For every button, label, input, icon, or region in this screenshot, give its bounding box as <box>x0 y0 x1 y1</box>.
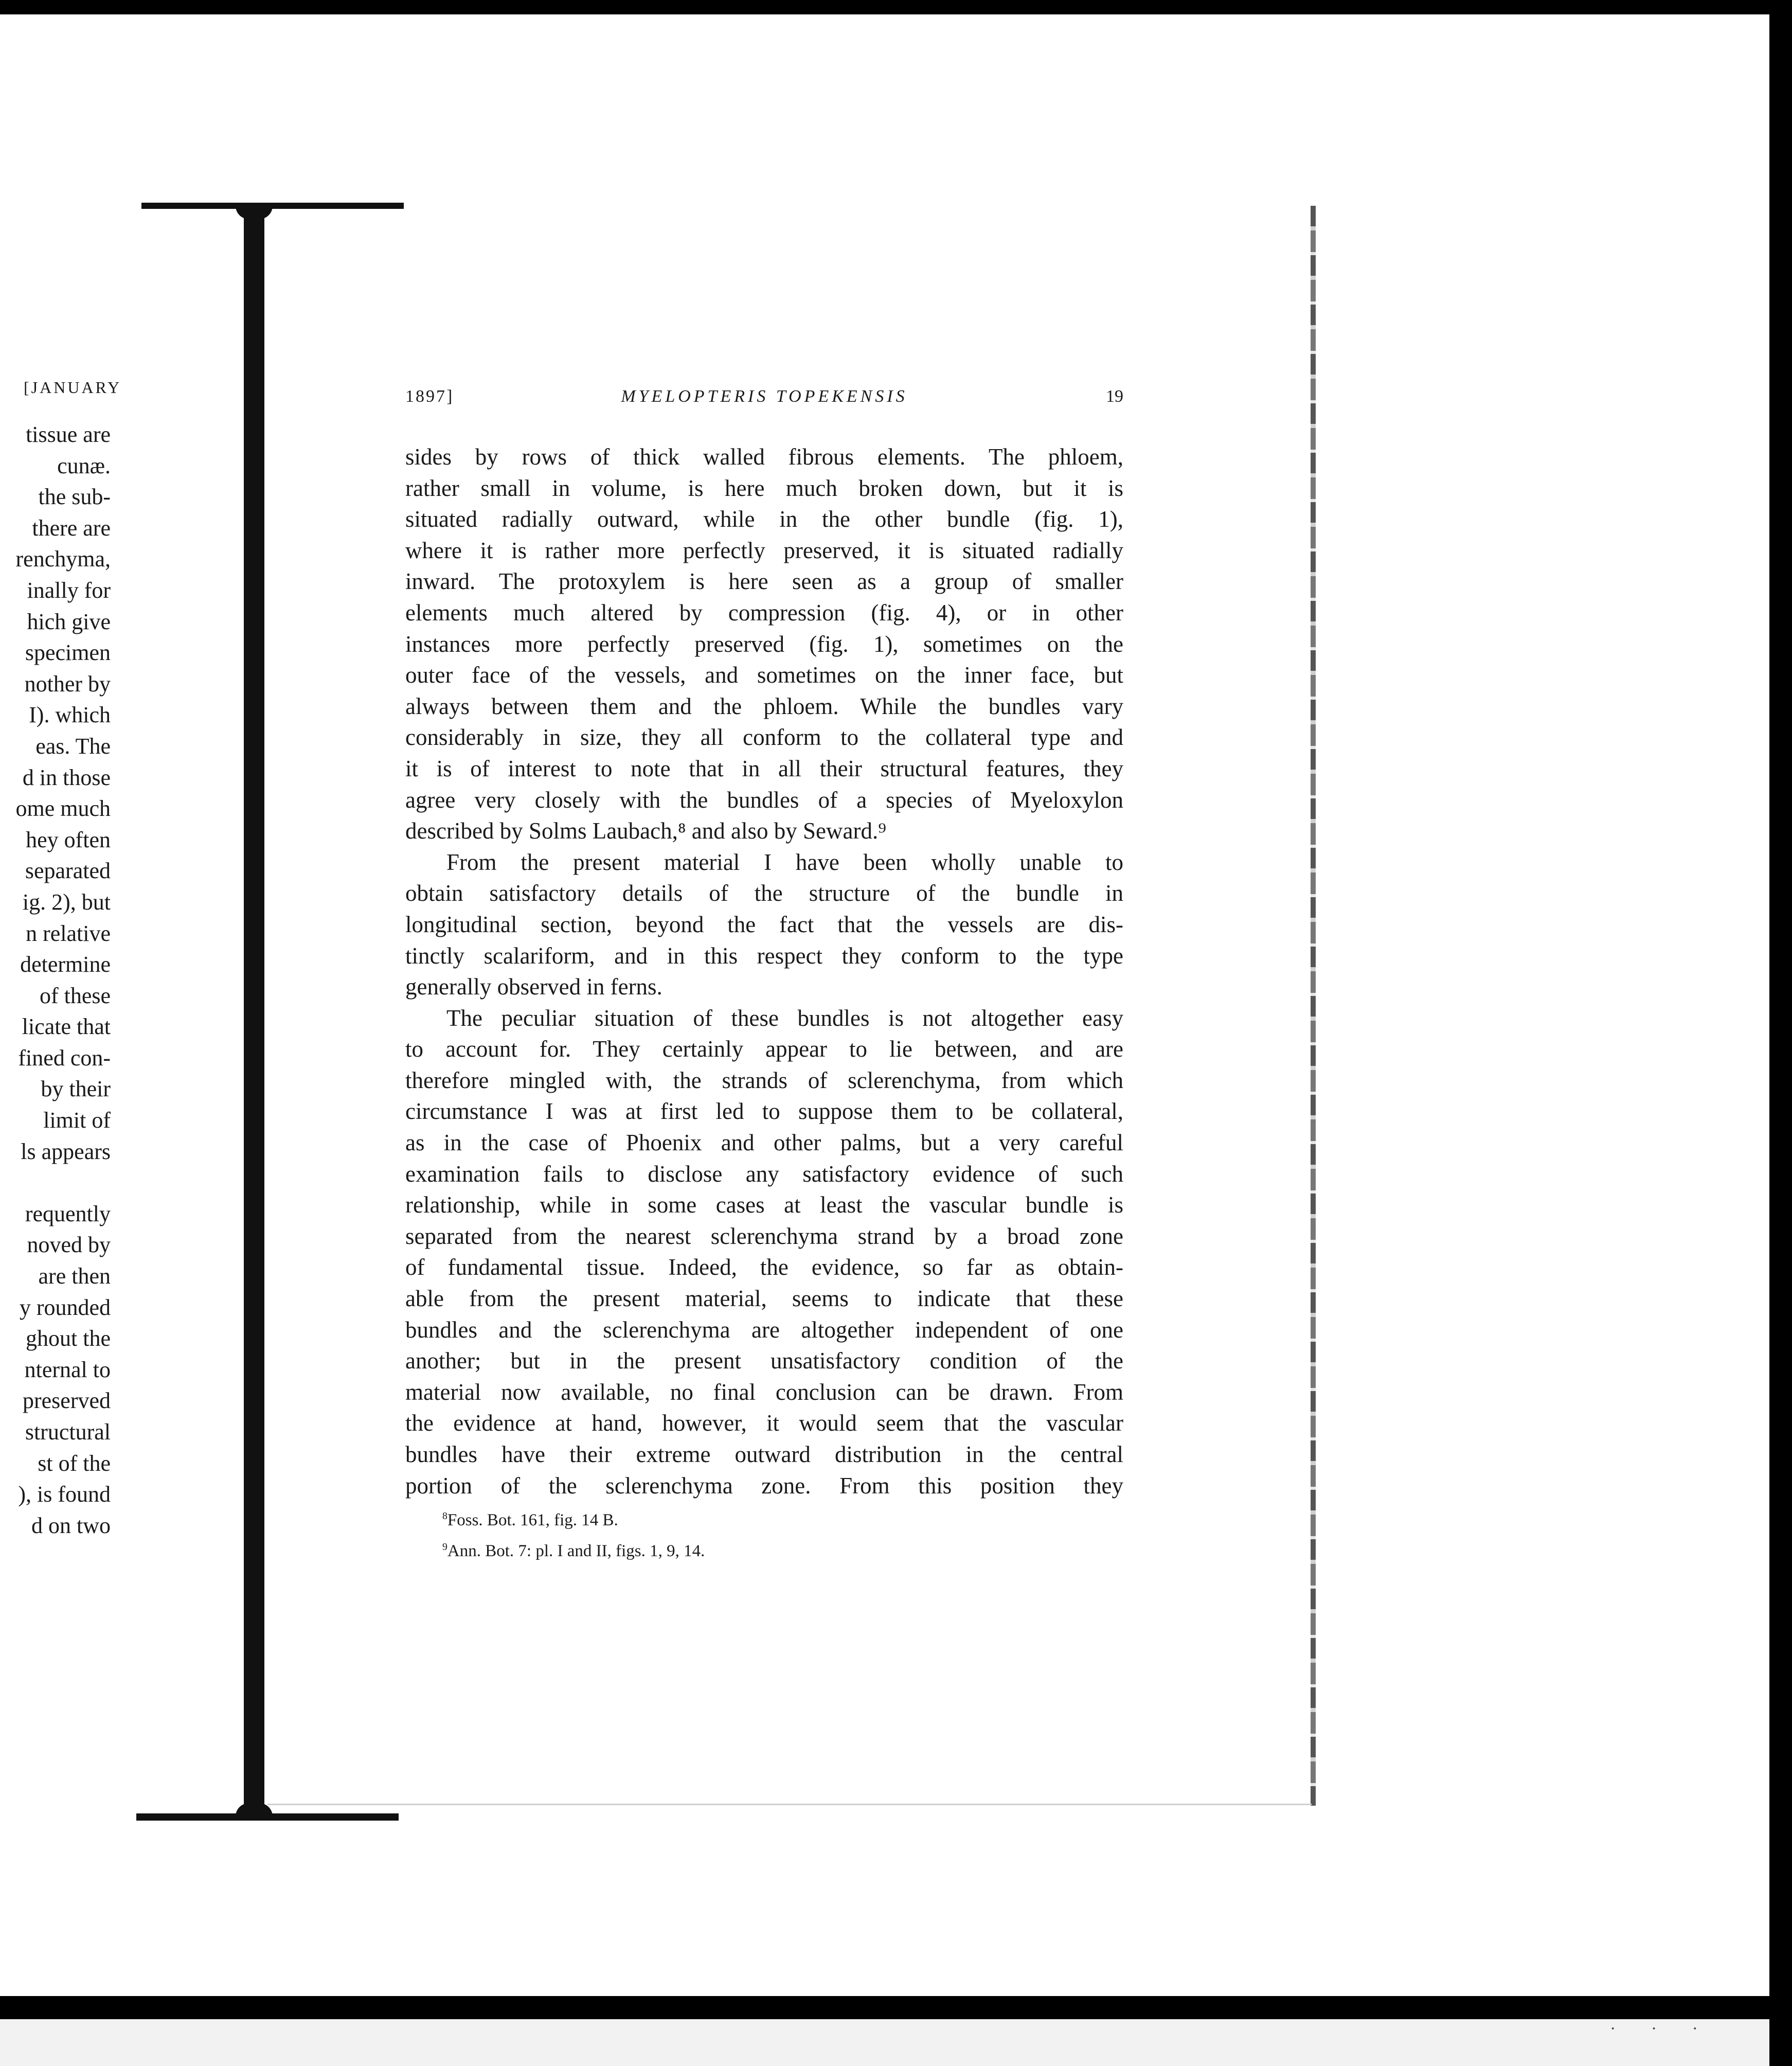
text-line: as in the case of Phoenix and other palms, but a very careful <box>405 1130 1123 1156</box>
left-page-line: by their <box>41 1076 111 1102</box>
left-page-line: preserved <box>22 1388 111 1414</box>
left-page-line: d on two <box>31 1512 111 1538</box>
text-line: separated from the nearest sclerenchyma strand by a broad zone <box>405 1223 1123 1249</box>
text-line: tinctly scalariform, and in this respect they conform to the type <box>405 942 1123 969</box>
left-page-line: nother by <box>24 671 111 697</box>
text-line: bundles have their extreme outward distribution in the central <box>405 1441 1123 1467</box>
left-page-line: nternal to <box>24 1357 111 1382</box>
left-page-line: requently <box>25 1201 111 1226</box>
text-line: portion of the sclerenchyma zone. From this position they <box>405 1472 1123 1499</box>
left-page-line: the sub- <box>38 484 111 510</box>
left-page-line: structural <box>25 1419 111 1445</box>
text-line: instances more perfectly preserved (fig. 1), sometimes on the <box>405 631 1123 657</box>
left-page-line: specimen <box>25 640 111 666</box>
left-page-line: st of the <box>38 1450 111 1476</box>
scan-border-top <box>0 0 1792 14</box>
binding-rod-cap-top <box>236 206 273 219</box>
text-line: elements much altered by compression (fig. 4), or in other <box>405 599 1123 626</box>
page-edge-right <box>1311 206 1316 1806</box>
text-line: generally observed in ferns. <box>405 974 662 1000</box>
left-page-running-head: [JANUARY <box>24 378 122 397</box>
text-line: another; but in the present unsatisfactory condition of the <box>405 1348 1123 1374</box>
text-line: therefore mingled with, the strands of sclerenchyma, from which <box>405 1067 1123 1093</box>
text-line: material now available, no final conclusion can be drawn. From <box>405 1379 1123 1405</box>
left-page-line: determine <box>20 952 111 977</box>
body-text <box>405 441 1123 1501</box>
footnote <box>442 1536 1060 1566</box>
left-page-line: I). which <box>29 702 111 728</box>
left-page-line: tissue are <box>26 422 111 447</box>
text-line: it is of interest to note that in all their structural features, they <box>405 755 1123 781</box>
left-page-line: fined con- <box>18 1045 111 1071</box>
footnote-marker: 9 <box>442 1541 447 1553</box>
text-line: rather small in volume, is here much broken down, but it is <box>405 475 1123 501</box>
text-line: sides by rows of thick walled fibrous elements. The phloem, <box>405 444 1123 470</box>
text-line: examination fails to disclose any satisfactory evidence of such <box>405 1161 1123 1187</box>
header-title: MYELOPTERIS TOPEKENSIS <box>621 387 908 406</box>
text-line: to account for. They certainly appear to lie between, and are <box>405 1036 1123 1062</box>
footnote-marker: 8 <box>442 1510 447 1522</box>
text-line: inward. The protoxylem is here seen as a group of smaller <box>405 568 1123 595</box>
footnote-text: Ann. Bot. 7: pl. I and II, figs. 1, 9, 14. <box>447 1542 705 1560</box>
text-line: always between them and the phloem. While the bundles vary <box>405 693 1123 719</box>
text-line: outer face of the vessels, and sometimes on the inner face, but <box>405 662 1123 688</box>
header-year: 1897] <box>405 387 454 406</box>
left-page-line: noved by <box>27 1232 111 1258</box>
text-line: described by Solms Laubach,⁸ and also by Seward.⁹ <box>405 818 886 844</box>
page-edge-bottom <box>267 1804 1312 1805</box>
binding-rod-top <box>141 203 404 209</box>
left-page-line: ome much <box>15 796 111 822</box>
left-page-line: separated <box>25 858 111 884</box>
left-page-line: n relative <box>26 920 111 946</box>
footnotes <box>442 1505 1060 1566</box>
text-line: considerably in size, they all conform to the collateral type and <box>405 724 1123 751</box>
left-page-line: ghout the <box>26 1326 111 1351</box>
left-page-line: eas. The <box>35 733 111 759</box>
running-header <box>405 387 1123 413</box>
text-line: agree very closely with the bundles of a species of Myeloxylon <box>405 787 1123 813</box>
text-line: longitudinal section, beyond the fact that the vessels are dis- <box>405 911 1123 937</box>
left-page-line: cunæ. <box>57 453 111 478</box>
scan-specks: · · · <box>1610 2019 1713 2038</box>
text-line: relationship, while in some cases at least the vascular bundle is <box>405 1192 1123 1218</box>
left-page-line: renchyma, <box>15 546 111 572</box>
footnote-text: Foss. Bot. 161, fig. 14 B. <box>447 1511 618 1529</box>
text-line: From the present material I have been wholly unable to <box>446 849 1123 875</box>
page-number: 19 <box>1106 387 1123 406</box>
scan-border-right <box>1769 0 1792 2066</box>
text-line: where it is rather more perfectly preserved, it is situated radially <box>405 537 1123 563</box>
text-line: situated radially outward, while in the other bundle (fig. 1), <box>405 506 1123 532</box>
text-line: circumstance I was at first led to suppose them to be collateral, <box>405 1098 1123 1125</box>
left-page-line: hich give <box>27 609 111 634</box>
text-line: obtain satisfactory details of the structure of the bundle in <box>405 880 1123 906</box>
binding-rod-bottom <box>136 1813 399 1821</box>
left-page-line: ls appears <box>21 1138 111 1164</box>
left-page-line: ig. 2), but <box>22 889 111 915</box>
left-page-line: inally for <box>27 577 111 603</box>
left-page-line: there are <box>32 515 111 541</box>
text-line: The peculiar situation of these bundles is not altogether easy <box>446 1005 1123 1031</box>
left-page-line: limit of <box>43 1108 111 1133</box>
text-line: bundles and the sclerenchyma are altogether independent of one <box>405 1316 1123 1343</box>
scan-bottom-strip <box>0 2019 1769 2066</box>
left-page-line: are then <box>38 1263 111 1289</box>
left-page-line <box>0 1167 111 1199</box>
left-page-line: ), is found <box>18 1482 111 1507</box>
left-page-line: d in those <box>22 764 111 790</box>
binding-rod-vertical <box>244 203 264 1821</box>
left-page-line: hey often <box>26 827 111 852</box>
footnote <box>442 1505 1060 1536</box>
left-page-text <box>0 419 111 1541</box>
left-page-line: y rounded <box>19 1294 111 1320</box>
text-line: of fundamental tissue. Indeed, the evidence, so far as obtain- <box>405 1254 1123 1280</box>
text-line: the evidence at hand, however, it would seem that the vascular <box>405 1410 1123 1436</box>
left-page-line: licate that <box>22 1014 111 1040</box>
text-line: able from the present material, seems to indicate that these <box>405 1286 1123 1312</box>
left-page-line: of these <box>39 983 111 1008</box>
